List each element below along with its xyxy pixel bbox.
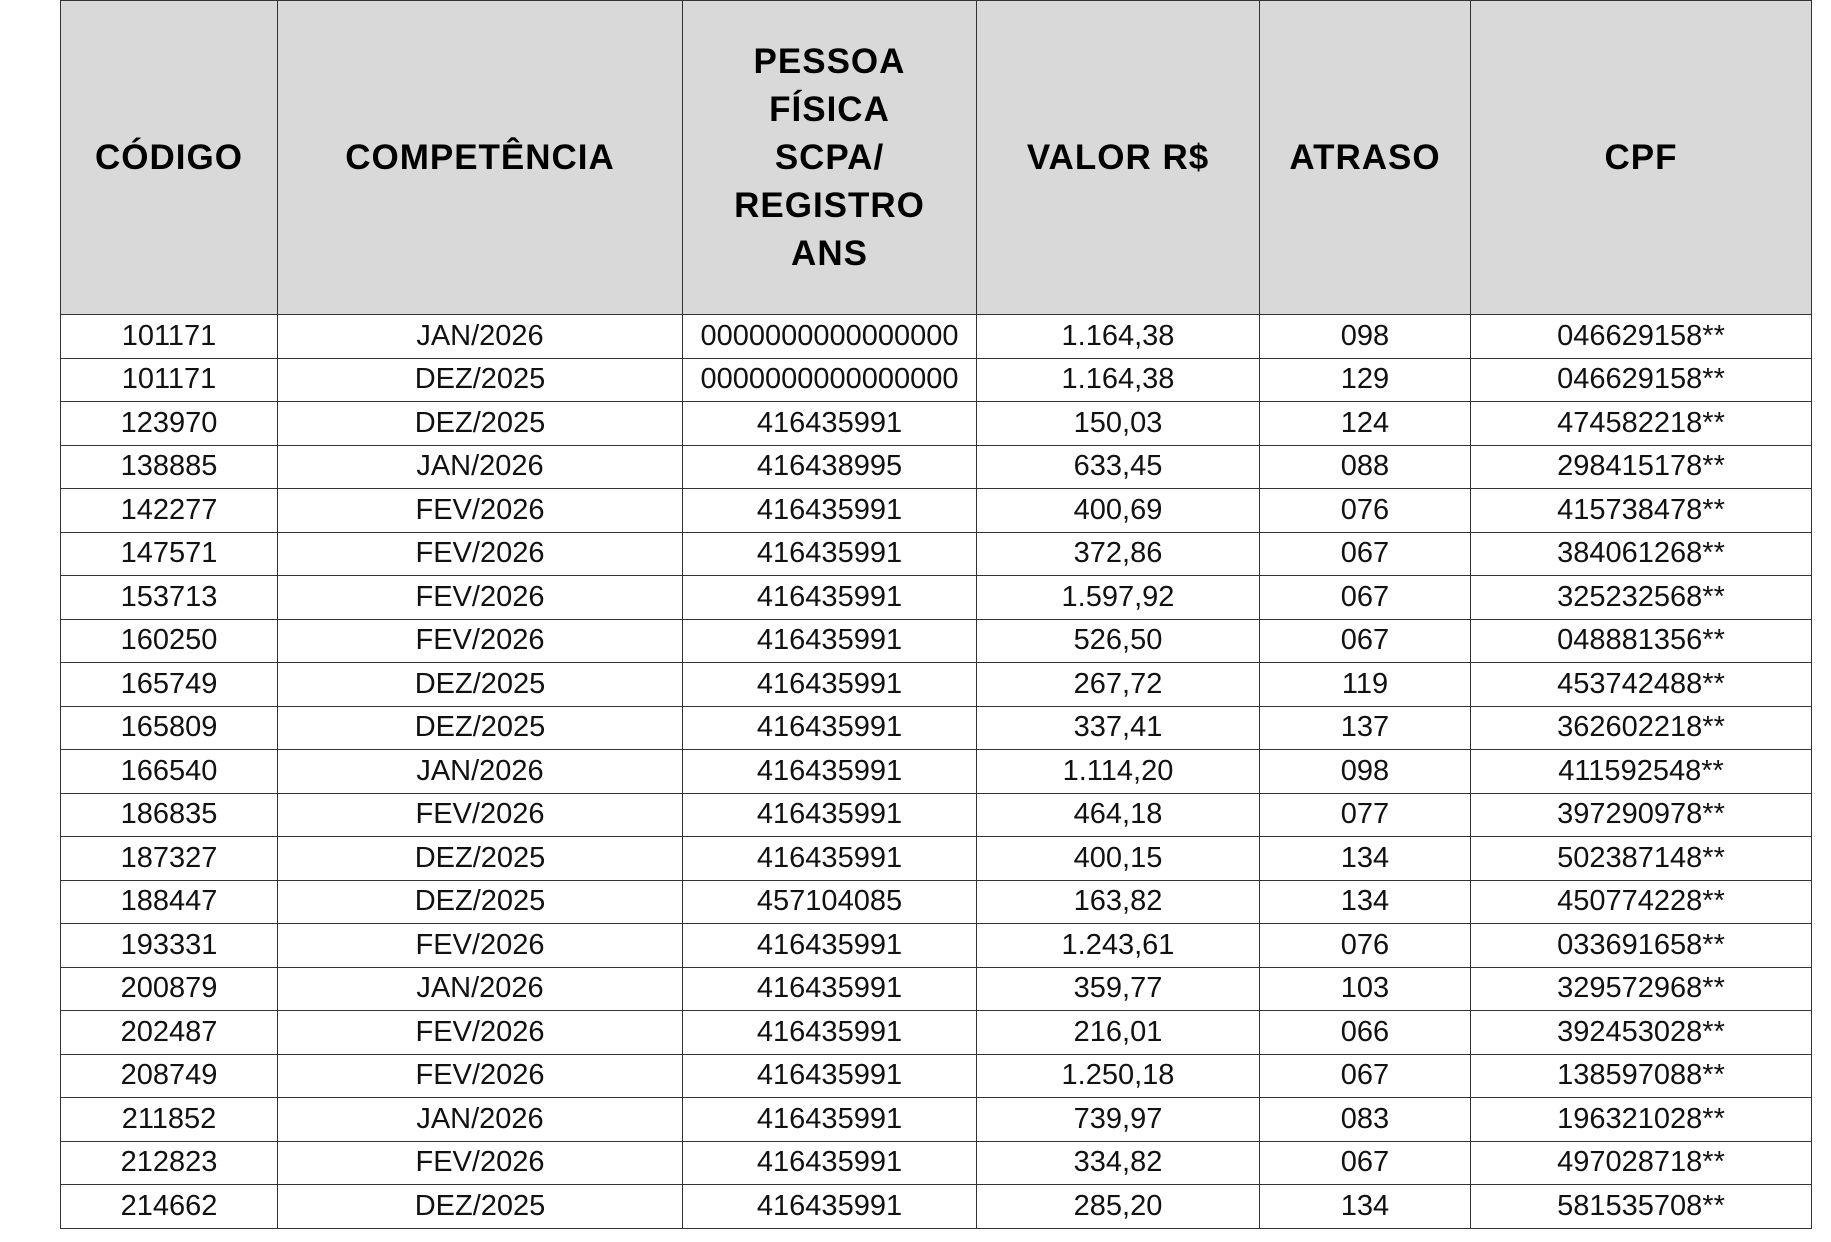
table-row [61,445,1812,489]
cell-codigo: 188447 [61,880,278,924]
cell-codigo: 208749 [61,1054,278,1098]
cell-competencia: JAN/2026 [278,445,683,489]
header-cpf: CPF [1471,1,1812,315]
cell-valor: 1.597,92 [977,576,1260,620]
cell-valor: 150,03 [977,402,1260,446]
cell-codigo: 193331 [61,924,278,968]
table-row [61,1098,1812,1142]
cell-competencia: FEV/2026 [278,1011,683,1055]
cell-cpf: 384061268** [1471,532,1812,576]
cell-competencia: FEV/2026 [278,924,683,968]
table-row [61,793,1812,837]
cell-codigo: 187327 [61,837,278,881]
cell-competencia: FEV/2026 [278,576,683,620]
cell-cpf: 362602218** [1471,706,1812,750]
cell-valor: 739,97 [977,1098,1260,1142]
cell-valor: 1.164,38 [977,315,1260,359]
table-row [61,315,1812,359]
cell-cpf: 392453028** [1471,1011,1812,1055]
cell-codigo: 101171 [61,315,278,359]
cell-atraso: 103 [1260,967,1471,1011]
cell-cpf: 411592548** [1471,750,1812,794]
cell-valor: 1.114,20 [977,750,1260,794]
cell-competencia: JAN/2026 [278,750,683,794]
cell-atraso: 076 [1260,924,1471,968]
table-row [61,967,1812,1011]
cell-registro-ans: 416435991 [683,967,977,1011]
cell-codigo: 138885 [61,445,278,489]
cell-valor: 1.250,18 [977,1054,1260,1098]
table-row [61,1054,1812,1098]
table-row [61,619,1812,663]
cell-competencia: DEZ/2025 [278,1185,683,1229]
cell-cpf: 329572968** [1471,967,1812,1011]
cell-competencia: FEV/2026 [278,532,683,576]
cell-registro-ans: 416435991 [683,619,977,663]
cell-registro-ans: 416435991 [683,750,977,794]
cell-registro-ans: 416435991 [683,489,977,533]
cell-atraso: 129 [1260,358,1471,402]
cell-registro-ans: 416435991 [683,1011,977,1055]
cell-registro-ans: 416438995 [683,445,977,489]
cell-cpf: 033691658** [1471,924,1812,968]
cell-competencia: JAN/2026 [278,967,683,1011]
table-row [61,1141,1812,1185]
table-row [61,532,1812,576]
cell-cpf: 046629158** [1471,315,1812,359]
cell-registro-ans: 416435991 [683,1054,977,1098]
cell-cpf: 048881356** [1471,619,1812,663]
table-row [61,402,1812,446]
cell-valor: 464,18 [977,793,1260,837]
cell-atraso: 137 [1260,706,1471,750]
cell-competencia: DEZ/2025 [278,837,683,881]
cell-valor: 285,20 [977,1185,1260,1229]
cell-valor: 337,41 [977,706,1260,750]
cell-competencia: FEV/2026 [278,619,683,663]
cell-codigo: 212823 [61,1141,278,1185]
cell-registro-ans: 0000000000000000 [683,358,977,402]
cell-valor: 372,86 [977,532,1260,576]
cell-atraso: 067 [1260,532,1471,576]
cell-cpf: 298415178** [1471,445,1812,489]
table-row [61,1011,1812,1055]
cell-registro-ans: 416435991 [683,793,977,837]
table-row [61,924,1812,968]
cell-registro-ans: 416435991 [683,837,977,881]
cell-competencia: FEV/2026 [278,1141,683,1185]
cell-cpf: 581535708** [1471,1185,1812,1229]
cell-registro-ans: 416435991 [683,924,977,968]
delinquency-table [60,0,1812,1229]
cell-competencia: DEZ/2025 [278,663,683,707]
cell-cpf: 325232568** [1471,576,1812,620]
cell-valor: 163,82 [977,880,1260,924]
cell-registro-ans: 416435991 [683,1141,977,1185]
cell-codigo: 186835 [61,793,278,837]
table-row [61,663,1812,707]
table-row [61,576,1812,620]
cell-valor: 1.243,61 [977,924,1260,968]
cell-codigo: 142277 [61,489,278,533]
cell-cpf: 397290978** [1471,793,1812,837]
cell-codigo: 200879 [61,967,278,1011]
cell-cpf: 502387148** [1471,837,1812,881]
header-competencia: COMPETÊNCIA [278,1,683,315]
cell-atraso: 119 [1260,663,1471,707]
table-header-row [61,1,1812,315]
cell-cpf: 497028718** [1471,1141,1812,1185]
header-pessoa-fisica-registro-ans: PESSOA FÍSICA SCPA/ REGISTRO ANS [683,1,977,315]
cell-cpf: 450774228** [1471,880,1812,924]
cell-atraso: 134 [1260,837,1471,881]
cell-atraso: 088 [1260,445,1471,489]
table-row [61,1185,1812,1229]
cell-codigo: 147571 [61,532,278,576]
cell-codigo: 166540 [61,750,278,794]
cell-atraso: 067 [1260,1141,1471,1185]
cell-atraso: 066 [1260,1011,1471,1055]
cell-valor: 1.164,38 [977,358,1260,402]
table-body [61,315,1812,1229]
table-row [61,880,1812,924]
cell-cpf: 474582218** [1471,402,1812,446]
cell-valor: 216,01 [977,1011,1260,1055]
cell-codigo: 211852 [61,1098,278,1142]
cell-cpf: 138597088** [1471,1054,1812,1098]
cell-competencia: JAN/2026 [278,1098,683,1142]
cell-atraso: 134 [1260,1185,1471,1229]
header-atraso: ATRASO [1260,1,1471,315]
cell-competencia: FEV/2026 [278,1054,683,1098]
cell-codigo: 160250 [61,619,278,663]
cell-cpf: 453742488** [1471,663,1812,707]
table-row [61,489,1812,533]
cell-registro-ans: 416435991 [683,1185,977,1229]
table-row [61,750,1812,794]
cell-competencia: DEZ/2025 [278,358,683,402]
cell-registro-ans: 416435991 [683,532,977,576]
cell-atraso: 098 [1260,315,1471,359]
cell-codigo: 153713 [61,576,278,620]
cell-atraso: 083 [1260,1098,1471,1142]
cell-atraso: 077 [1260,793,1471,837]
cell-atraso: 134 [1260,880,1471,924]
cell-competencia: FEV/2026 [278,489,683,533]
header-codigo: CÓDIGO [61,1,278,315]
cell-cpf: 196321028** [1471,1098,1812,1142]
cell-atraso: 076 [1260,489,1471,533]
cell-valor: 359,77 [977,967,1260,1011]
cell-competencia: JAN/2026 [278,315,683,359]
cell-valor: 334,82 [977,1141,1260,1185]
cell-valor: 400,69 [977,489,1260,533]
cell-valor: 526,50 [977,619,1260,663]
cell-atraso: 067 [1260,619,1471,663]
table-row [61,358,1812,402]
cell-codigo: 165749 [61,663,278,707]
cell-codigo: 165809 [61,706,278,750]
cell-codigo: 123970 [61,402,278,446]
document-page [60,0,1812,1229]
cell-registro-ans: 416435991 [683,663,977,707]
cell-registro-ans: 416435991 [683,402,977,446]
table-row [61,706,1812,750]
cell-registro-ans: 457104085 [683,880,977,924]
cell-valor: 400,15 [977,837,1260,881]
cell-registro-ans: 0000000000000000 [683,315,977,359]
cell-atraso: 098 [1260,750,1471,794]
cell-codigo: 214662 [61,1185,278,1229]
header-valor: VALOR R$ [977,1,1260,315]
cell-registro-ans: 416435991 [683,1098,977,1142]
cell-cpf: 415738478** [1471,489,1812,533]
cell-registro-ans: 416435991 [683,576,977,620]
cell-registro-ans: 416435991 [683,706,977,750]
cell-valor: 267,72 [977,663,1260,707]
cell-atraso: 067 [1260,1054,1471,1098]
cell-competencia: DEZ/2025 [278,402,683,446]
cell-codigo: 101171 [61,358,278,402]
cell-codigo: 202487 [61,1011,278,1055]
table-row [61,837,1812,881]
cell-competencia: DEZ/2025 [278,880,683,924]
cell-competencia: FEV/2026 [278,793,683,837]
cell-cpf: 046629158** [1471,358,1812,402]
cell-competencia: DEZ/2025 [278,706,683,750]
cell-valor: 633,45 [977,445,1260,489]
cell-atraso: 067 [1260,576,1471,620]
cell-atraso: 124 [1260,402,1471,446]
